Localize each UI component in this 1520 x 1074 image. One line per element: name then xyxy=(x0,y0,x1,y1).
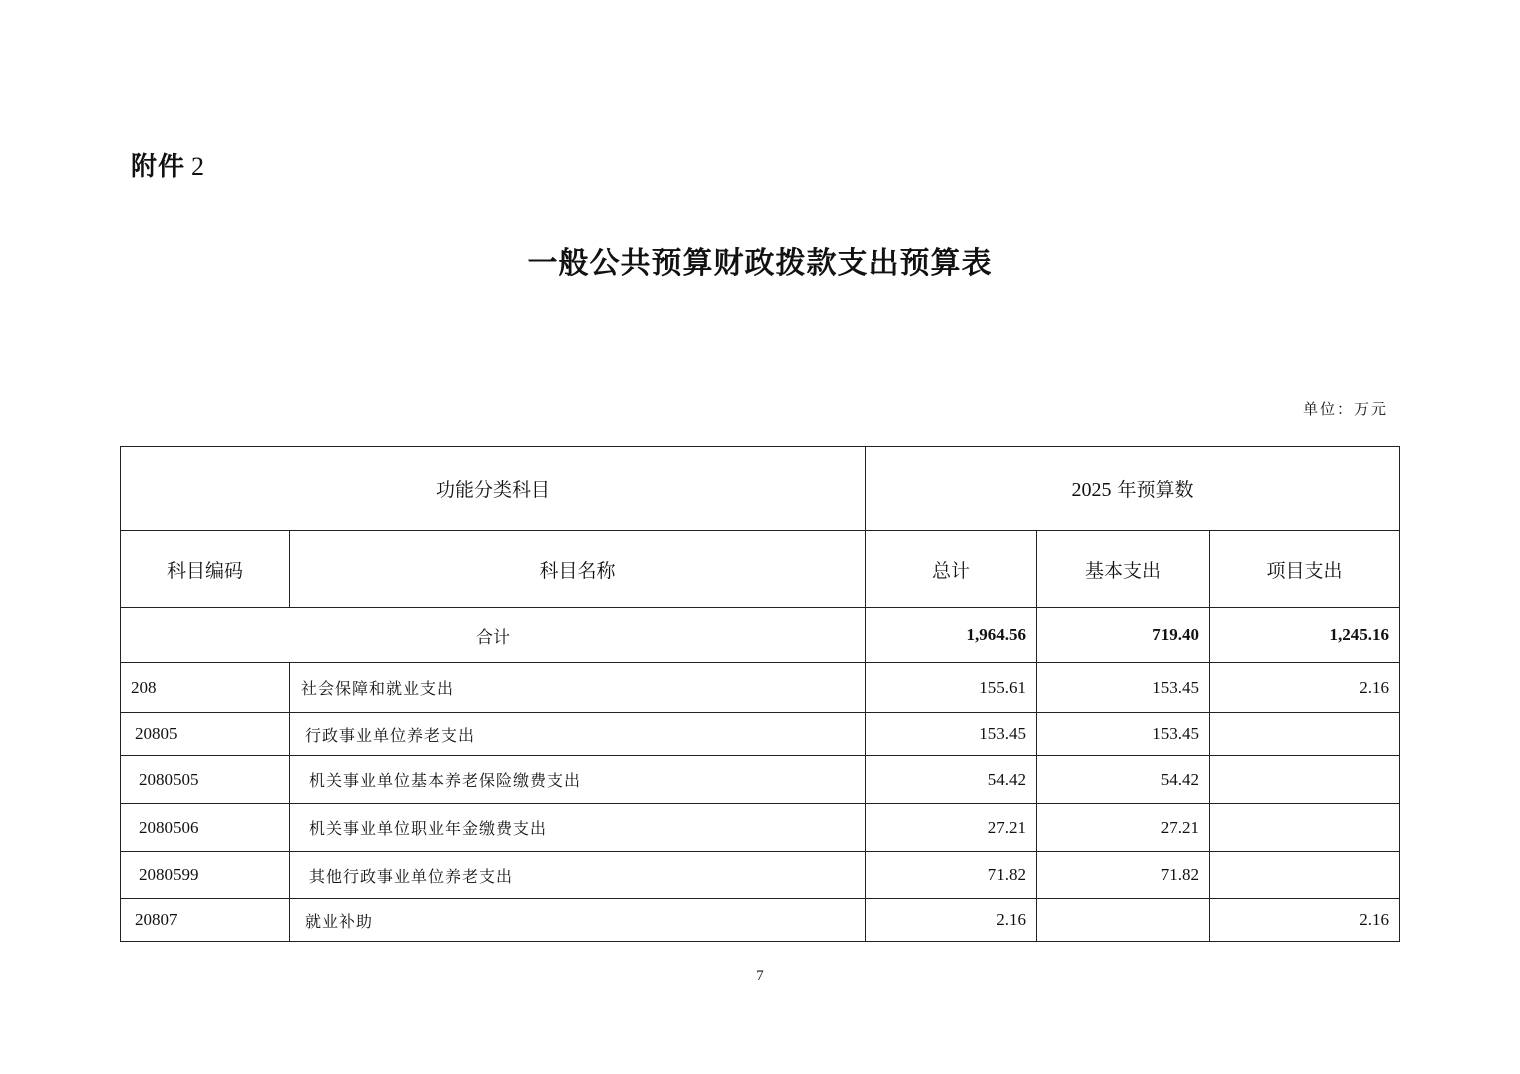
total-column-header: 总计 xyxy=(866,531,1037,608)
row-total: 155.61 xyxy=(866,663,1037,713)
budget-year: 2025 xyxy=(1071,479,1112,501)
row-total: 54.42 xyxy=(866,756,1037,804)
row-project xyxy=(1210,852,1400,899)
row-code: 2080505 xyxy=(121,756,290,804)
row-total: 71.82 xyxy=(866,852,1037,899)
table-row xyxy=(121,899,1400,942)
basic-column-header: 基本支出 xyxy=(1037,531,1210,608)
document-title: 一般公共预算财政拨款支出预算表 xyxy=(527,246,993,281)
row-basic xyxy=(1037,899,1210,942)
row-name: 机关事业单位职业年金缴费支出 xyxy=(290,804,866,852)
code-column-header: 科目编码 xyxy=(121,531,290,608)
row-code: 20807 xyxy=(121,899,290,942)
column-header-row xyxy=(121,531,1400,608)
total-row xyxy=(121,608,1400,663)
name-column-header: 科目名称 xyxy=(290,531,866,608)
table-row xyxy=(121,713,1400,756)
row-code: 2080506 xyxy=(121,804,290,852)
row-basic: 71.82 xyxy=(1037,852,1210,899)
row-code: 20805 xyxy=(121,713,290,756)
budget-table xyxy=(120,446,1400,942)
budget-year-header xyxy=(866,447,1400,531)
row-basic: 153.45 xyxy=(1037,713,1210,756)
page-number: 7 xyxy=(756,968,764,984)
row-total: 27.21 xyxy=(866,804,1037,852)
project-column-header: 项目支出 xyxy=(1210,531,1400,608)
row-name: 行政事业单位养老支出 xyxy=(290,713,866,756)
attachment-text: 附件 xyxy=(131,152,186,182)
budget-year-label: 年预算数 xyxy=(1117,479,1194,501)
row-name: 就业补助 xyxy=(290,899,866,942)
row-name: 机关事业单位基本养老保险缴费支出 xyxy=(290,756,866,804)
row-project xyxy=(1210,713,1400,756)
row-total: 153.45 xyxy=(866,713,1037,756)
table-row xyxy=(121,852,1400,899)
row-basic: 153.45 xyxy=(1037,663,1210,713)
row-project: 2.16 xyxy=(1210,663,1400,713)
row-basic: 54.42 xyxy=(1037,756,1210,804)
row-basic: 27.21 xyxy=(1037,804,1210,852)
unit-label: 单位：万元 xyxy=(1302,400,1388,418)
row-project xyxy=(1210,756,1400,804)
table-row xyxy=(121,804,1400,852)
row-project: 2.16 xyxy=(1210,899,1400,942)
row-total: 2.16 xyxy=(866,899,1037,942)
table-row xyxy=(121,663,1400,713)
row-code: 2080599 xyxy=(121,852,290,899)
row-name: 社会保障和就业支出 xyxy=(290,663,866,713)
attachment-number: 2 xyxy=(191,152,206,181)
function-category-header: 功能分类科目 xyxy=(121,447,866,531)
attachment-label xyxy=(131,146,205,183)
row-project xyxy=(1210,804,1400,852)
group-header-row xyxy=(121,447,1400,531)
total-row-basic: 719.40 xyxy=(1037,608,1210,663)
total-row-project: 1,245.16 xyxy=(1210,608,1400,663)
table-row xyxy=(121,756,1400,804)
total-row-label: 合计 xyxy=(121,608,866,663)
row-name: 其他行政事业单位养老支出 xyxy=(290,852,866,899)
total-row-total: 1,964.56 xyxy=(866,608,1037,663)
row-code: 208 xyxy=(121,663,290,713)
